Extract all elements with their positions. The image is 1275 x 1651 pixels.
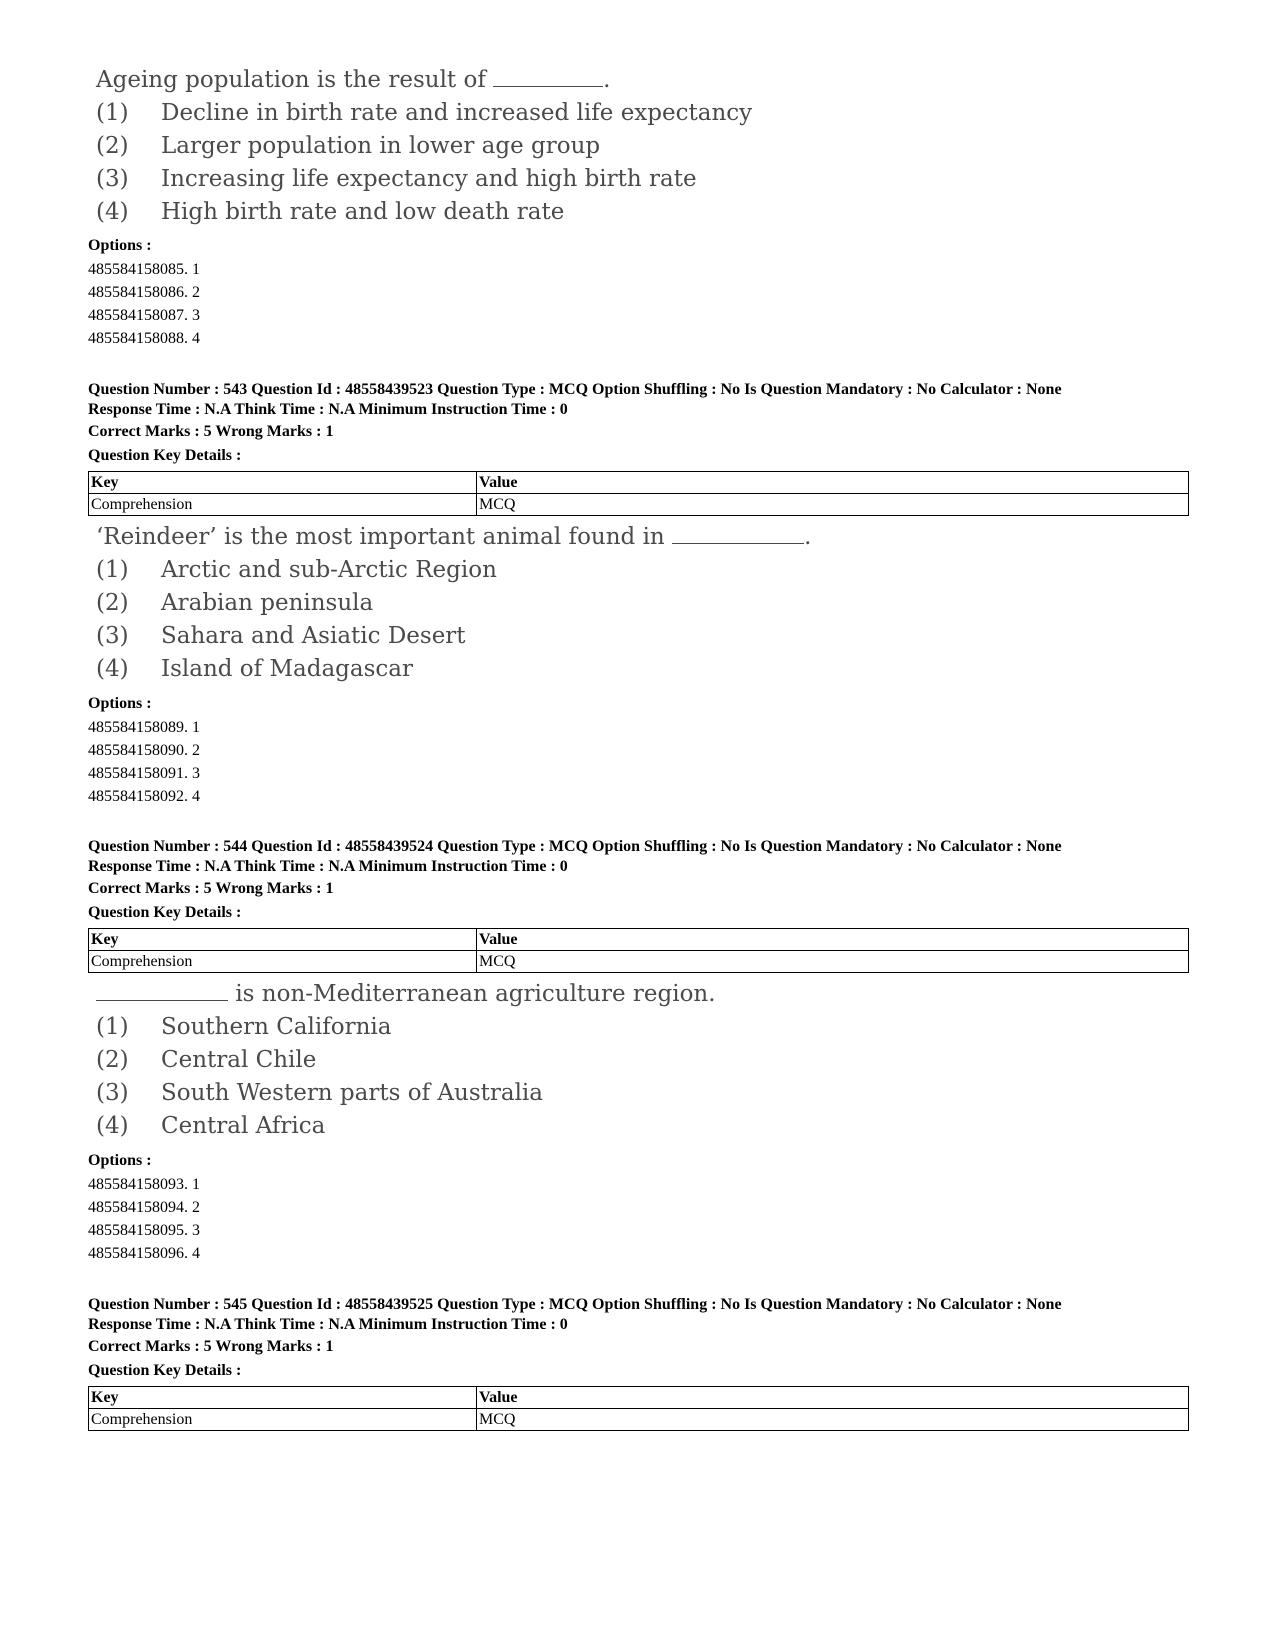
option-text: Decline in birth rate and increased life expectancy (161, 100, 753, 126)
option-text: Increasing life expectancy and high birth rate (161, 166, 697, 192)
table-header-row (89, 929, 1189, 951)
option-text: Central Africa (161, 1113, 326, 1139)
option-text: Arctic and sub-Arctic Region (161, 557, 497, 583)
option-id: 485584158089. 1 (88, 719, 200, 736)
question-stem (96, 978, 716, 1011)
question-option (96, 554, 811, 587)
question-option (96, 1077, 716, 1110)
question-option (96, 1044, 716, 1077)
answer-blank (493, 68, 603, 87)
option-number: (3) (96, 166, 129, 192)
option-number: (4) (96, 199, 129, 225)
question-timing: Response Time : N.A Think Time : N.A Minimum Instruction Time : 0 (88, 401, 568, 418)
table-cell-key: Comprehension (89, 951, 477, 973)
table-header-key: Key (89, 472, 477, 494)
option-text: High birth rate and low death rate (161, 199, 565, 225)
option-number: (3) (96, 623, 129, 649)
table-row (89, 1409, 1189, 1431)
question-header: Question Number : 545 Question Id : 48558439525 Question Type : MCQ Option Shuffling : No Is Question Mandatory : No Calculator : None (88, 1296, 1062, 1313)
option-id: 485584158092. 4 (88, 788, 200, 805)
question-545 (88, 1295, 1198, 1431)
table-cell-key: Comprehension (89, 494, 477, 516)
option-number: (1) (96, 557, 129, 583)
table-cell-value: MCQ (477, 494, 1189, 516)
stem-suffix: . (603, 67, 611, 93)
question-marks: Correct Marks : 5 Wrong Marks : 1 (88, 880, 334, 897)
option-text: Southern California (161, 1014, 392, 1040)
option-text: South Western parts of Australia (161, 1080, 543, 1106)
table-header-value: Value (477, 1387, 1189, 1409)
key-details-label: Question Key Details : (88, 1362, 242, 1379)
table-header-value: Value (477, 472, 1189, 494)
question-image-reindeer (96, 521, 811, 686)
key-details-table (88, 928, 1189, 973)
option-id: 485584158090. 2 (88, 742, 200, 759)
option-id: 485584158095. 3 (88, 1222, 200, 1239)
option-id: 485584158091. 3 (88, 765, 200, 782)
table-cell-value: MCQ (477, 1409, 1189, 1431)
option-id: 485584158087. 3 (88, 307, 200, 324)
table-row (89, 494, 1189, 516)
option-id: 485584158093. 1 (88, 1176, 200, 1193)
table-header-row (89, 472, 1189, 494)
options-label: Options : (88, 237, 152, 254)
stem-suffix: . (804, 524, 812, 550)
question-marks: Correct Marks : 5 Wrong Marks : 1 (88, 423, 334, 440)
question-stem (96, 64, 752, 97)
question-option (96, 653, 811, 686)
question-image-ageing (96, 64, 752, 229)
option-number: (3) (96, 1080, 129, 1106)
option-text: Larger population in lower age group (161, 133, 601, 159)
question-stem (96, 521, 811, 554)
table-cell-value: MCQ (477, 951, 1189, 973)
options-block-top (88, 234, 1198, 350)
question-option (96, 163, 752, 196)
key-details-label: Question Key Details : (88, 904, 242, 921)
option-id: 485584158085. 1 (88, 261, 200, 278)
question-option (96, 1110, 716, 1143)
option-text: Central Chile (161, 1047, 317, 1073)
answer-blank (672, 525, 804, 544)
question-header: Question Number : 543 Question Id : 48558439523 Question Type : MCQ Option Shuffling : No Is Question Mandatory : No Calculator : None (88, 381, 1062, 398)
options-block-543 (88, 692, 1198, 808)
question-timing: Response Time : N.A Think Time : N.A Minimum Instruction Time : 0 (88, 1316, 568, 1333)
option-id: 485584158086. 2 (88, 284, 200, 301)
option-id: 485584158094. 2 (88, 1199, 200, 1216)
key-details-label: Question Key Details : (88, 447, 242, 464)
question-option (96, 620, 811, 653)
option-number: (1) (96, 1014, 129, 1040)
option-id: 485584158088. 4 (88, 330, 200, 347)
question-option (96, 97, 752, 130)
question-option (96, 130, 752, 163)
question-image-mediterranean (96, 978, 716, 1143)
key-details-table (88, 471, 1189, 516)
option-number: (2) (96, 1047, 129, 1073)
option-number: (2) (96, 133, 129, 159)
options-label: Options : (88, 695, 152, 712)
table-cell-key: Comprehension (89, 1409, 477, 1431)
table-header-key: Key (89, 929, 477, 951)
question-544 (88, 837, 1198, 973)
option-id: 485584158096. 4 (88, 1245, 200, 1262)
option-text: Arabian peninsula (161, 590, 374, 616)
question-marks: Correct Marks : 5 Wrong Marks : 1 (88, 1338, 334, 1355)
question-543 (88, 380, 1198, 516)
table-header-key: Key (89, 1387, 477, 1409)
question-option (96, 587, 811, 620)
question-option (96, 1011, 716, 1044)
option-number: (4) (96, 656, 129, 682)
key-details-table (88, 1386, 1189, 1431)
table-header-value: Value (477, 929, 1189, 951)
table-row (89, 951, 1189, 973)
stem-text: is non-Mediterranean agriculture region. (235, 981, 716, 1007)
options-block-544 (88, 1149, 1198, 1265)
table-header-row (89, 1387, 1189, 1409)
option-number: (4) (96, 1113, 129, 1139)
option-number: (2) (96, 590, 129, 616)
answer-blank (96, 982, 228, 1001)
options-label: Options : (88, 1152, 152, 1169)
option-number: (1) (96, 100, 129, 126)
stem-text: ‘Reindeer’ is the most important animal found in (96, 524, 665, 550)
option-text: Sahara and Asiatic Desert (161, 623, 466, 649)
question-header: Question Number : 544 Question Id : 48558439524 Question Type : MCQ Option Shuffling : No Is Question Mandatory : No Calculator : None (88, 838, 1062, 855)
question-option (96, 196, 752, 229)
question-timing: Response Time : N.A Think Time : N.A Minimum Instruction Time : 0 (88, 858, 568, 875)
option-text: Island of Madagascar (161, 656, 414, 682)
stem-text: Ageing population is the result of (96, 67, 486, 93)
